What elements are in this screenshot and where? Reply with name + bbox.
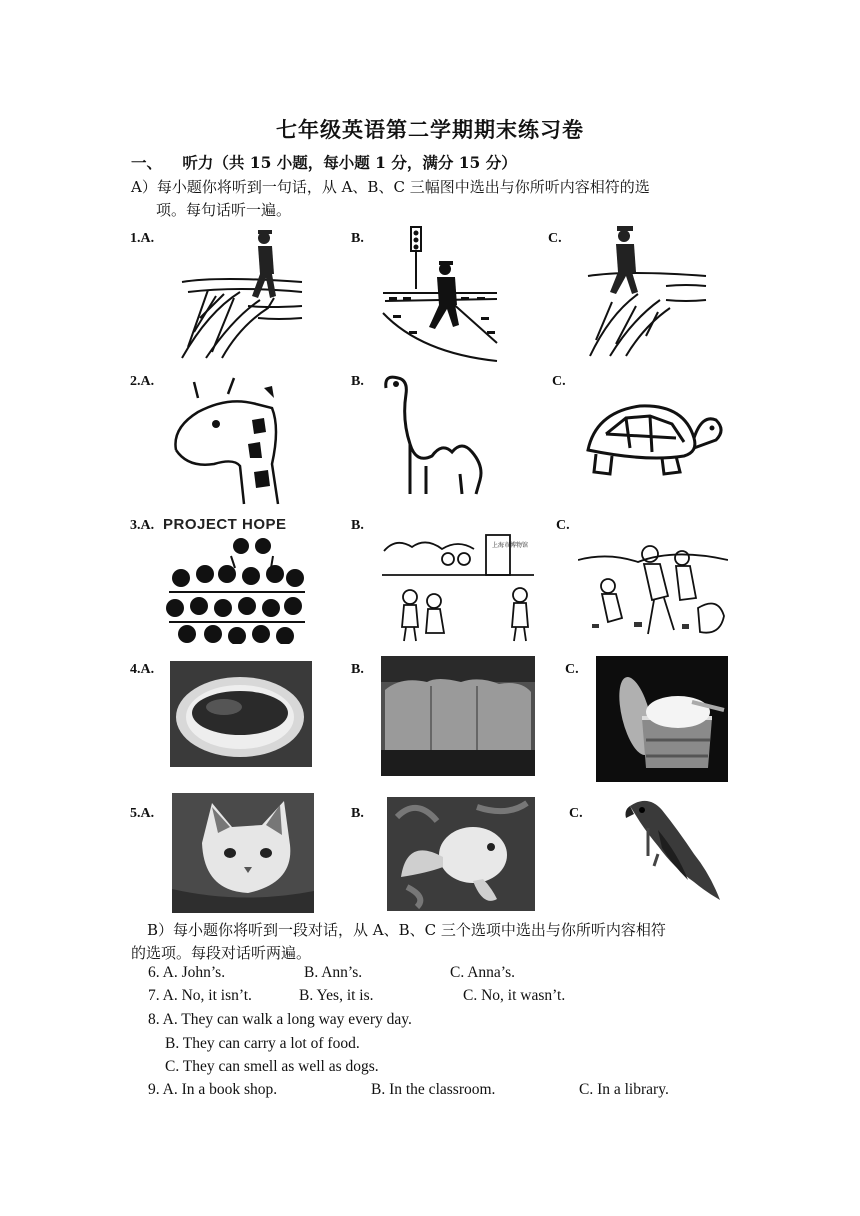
q3-label-b: B. bbox=[351, 518, 364, 533]
giraffe-image bbox=[168, 368, 292, 506]
q7-option-c: C. No, it wasn’t. bbox=[463, 987, 566, 1004]
museum-sign-text: 上海市博物馆 bbox=[492, 542, 529, 549]
q8-option-c: C. They can smell as well as dogs. bbox=[165, 1058, 379, 1075]
q5-label-c: C. bbox=[569, 806, 583, 821]
q5-label-b: B. bbox=[351, 806, 364, 821]
rice-bowl-photo bbox=[596, 656, 728, 782]
q2-label-c: C. bbox=[552, 374, 566, 389]
q6-option-b: B. Ann’s. bbox=[304, 964, 363, 981]
q9-option-a: 9. A. In a book shop. bbox=[148, 1081, 278, 1098]
goldfish-photo bbox=[387, 797, 535, 911]
q9-option-c: C. In a library. bbox=[579, 1081, 669, 1098]
part-b-instruction-line2: 的选项。每段对话听两遍。 bbox=[131, 944, 312, 962]
q8-option-b: B. They can carry a lot of food. bbox=[165, 1035, 360, 1052]
camel-image bbox=[376, 370, 488, 498]
section-heading-text: 听力（共 15 小题，每小题 1 分，满分 15 分） bbox=[182, 153, 517, 172]
part-a-instruction-line2: 项。每句话听一遍。 bbox=[156, 201, 292, 219]
q4-label-c: C. bbox=[565, 662, 579, 677]
section-heading bbox=[131, 151, 517, 173]
q2-label-b: B. bbox=[351, 374, 364, 389]
project-hope-poster-text: PROJECT HOPE bbox=[163, 516, 287, 533]
q1-label-a: 1.A. bbox=[130, 231, 155, 246]
cat-photo bbox=[172, 793, 314, 913]
crossing-street-image-b bbox=[381, 223, 499, 363]
q6-option-c: C. Anna’s. bbox=[450, 964, 516, 981]
q5-label-a: 5.A. bbox=[130, 806, 155, 821]
q3-label-c: C. bbox=[556, 518, 570, 533]
bridge-crossing-image-c bbox=[586, 220, 708, 360]
part-a-instruction-line1: A）每小题你将听到一句话，从 A、B、C 三幅图中选出与你所听内容相符的选 bbox=[131, 178, 650, 196]
q1-label-b: B. bbox=[351, 231, 364, 246]
section-number: 一、 bbox=[131, 153, 163, 172]
q1-label-c: C. bbox=[548, 231, 562, 246]
part-b-instruction-line1: B）每小题你将听到一段对话，从 A、B、C 三个选项中选出与你所听内容相符 bbox=[147, 921, 666, 939]
q4-label-a: 4.A. bbox=[130, 662, 155, 677]
q6-option-a: 6. A. John’s. bbox=[148, 964, 226, 981]
bread-loaf-photo bbox=[381, 656, 535, 776]
roast-duck-photo bbox=[170, 661, 312, 767]
q7-option-a: 7. A. No, it isn’t. bbox=[148, 987, 252, 1004]
q4-label-b: B. bbox=[351, 662, 364, 677]
q7-option-b: B. Yes, it is. bbox=[299, 987, 374, 1004]
turtle-image bbox=[576, 394, 726, 482]
page-title: 七年级英语第二学期期末练习卷 bbox=[276, 117, 584, 142]
litter-picking-image bbox=[578, 538, 728, 644]
q9-option-b: B. In the classroom. bbox=[371, 1081, 496, 1098]
q8-option-a: 8. A. They can walk a long way every day. bbox=[148, 1011, 412, 1028]
q2-label-a: 2.A. bbox=[130, 374, 155, 389]
project-hope-crowd-image bbox=[165, 534, 307, 644]
museum-visit-image bbox=[382, 531, 534, 643]
bridge-crossing-image-a bbox=[178, 222, 306, 362]
parrot-photo bbox=[618, 794, 724, 906]
q3-label-a: 3.A. bbox=[130, 518, 155, 533]
